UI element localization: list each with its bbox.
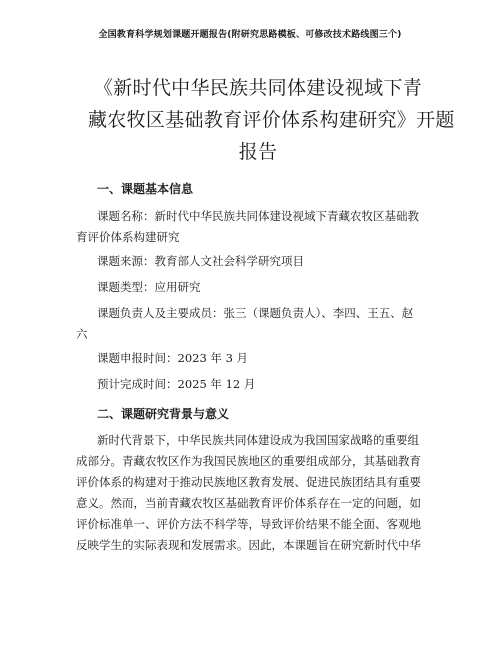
title-line: 《新时代中华民族共同体建设视域下青 [93,77,423,99]
title-line: 藏农牧区基础教育评价体系构建研究》开题 [88,109,455,131]
apply-time [97,348,427,369]
background-paragraph [76,430,427,556]
title-line: 报告 [238,141,278,163]
text-line: 意义。然而，当前青藏农牧区基础教育评价体系存在一定的问题，如 [76,496,421,510]
project-name [76,206,427,248]
section-heading-background: 二、课题研究背景与意义 [97,407,230,421]
document-title [88,72,455,168]
text-line: 课题名称：新时代中华民族共同体建设视域下青藏农牧区基础教 [97,209,419,223]
project-source [97,251,427,272]
text-line: 课题来源：教育部人文社会科学研究项目 [97,254,304,268]
text-line: 育评价体系构建研究 [76,230,180,244]
text-line: 成部分。青藏农牧区作为我国民族地区的重要组成部分，其基础教育 [76,454,421,468]
running-header: 全国教育科学规划课题开题报告(附研究思路模板、可修改技术路线图三个) [98,30,402,40]
project-type [97,277,427,298]
text-line: 课题类型：应用研究 [97,280,201,294]
project-members [76,303,427,345]
text-line: 评价体系的构建对于推动民族地区教育发展、促进民族团结具有重要 [76,475,421,489]
text-line: 课题负责人及主要成员：张三（课题负责人）、李四、王五、赵 [97,306,414,320]
text-line: 反映学生的实际表现和发展需求。因此，本课题旨在研究新时代中华 [76,538,421,552]
section-heading-basic-info: 一、课题基本信息 [97,182,194,196]
text-line: 课题申报时间：2023 年 3 月 [97,351,249,365]
finish-time [97,374,427,395]
text-line: 新时代背景下，中华民族共同体建设成为我国国家战略的重要组 [97,433,419,447]
text-line: 六 [76,327,88,341]
text-line: 预计完成时间：2025 年 12 月 [97,377,256,391]
text-line: 评价标准单一、评价方法不科学等，导致评价结果不能全面、客观地 [76,517,421,531]
